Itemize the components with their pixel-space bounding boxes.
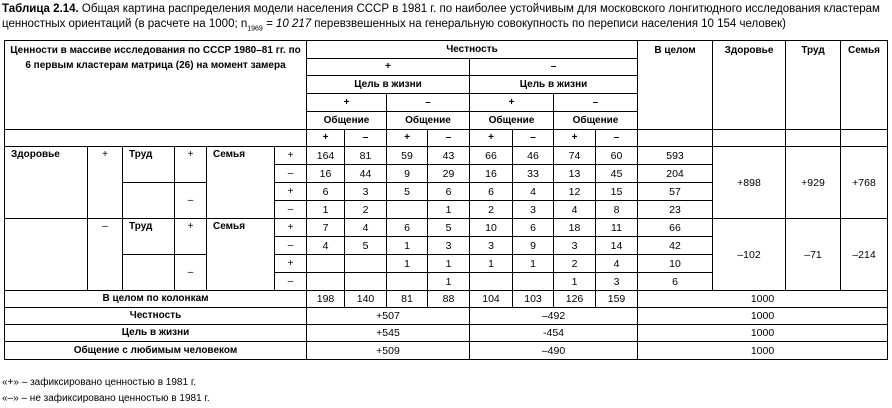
cell: 4 [554, 201, 596, 219]
family-minus: – [275, 165, 307, 183]
family-plus: + [275, 255, 307, 273]
comm-plus-total: +509 [307, 342, 470, 360]
cell: 43 [428, 147, 470, 165]
total-spacer [638, 130, 713, 147]
cell: 3 [513, 201, 554, 219]
work-label: Труд [123, 219, 175, 255]
health-label: Здоровье [5, 147, 88, 219]
cell [307, 255, 345, 273]
footnote-plus: «+» – зафиксировано ценностью в 1981 г. [2, 377, 197, 388]
goal-plus: + [470, 94, 554, 112]
comm-total: 1000 [638, 342, 888, 360]
cell: 2 [554, 255, 596, 273]
cell: 81 [345, 147, 387, 165]
corner-spacer [5, 130, 307, 147]
comm-minus-total: –490 [470, 342, 638, 360]
cell: 6 [387, 219, 428, 237]
cell: 66 [470, 147, 513, 165]
row-total: 57 [638, 183, 713, 201]
work-minus: – [175, 255, 207, 291]
cell [387, 273, 428, 291]
cell: 1 [554, 273, 596, 291]
cell: 3 [596, 273, 638, 291]
family-label: Семья [207, 219, 275, 291]
family-minus: – [275, 237, 307, 255]
cell: 6 [513, 219, 554, 237]
cell: 44 [345, 165, 387, 183]
goal-header: Цель в жизни [470, 76, 638, 94]
cell: 12 [554, 183, 596, 201]
health-spacer-cell [5, 219, 88, 291]
values-table [4, 40, 888, 360]
honesty-plus-total: +507 [307, 308, 470, 325]
goal-minus-total: -454 [470, 325, 638, 342]
work-plus: + [175, 147, 207, 183]
family-header: Семья [841, 41, 888, 130]
cell: 1 [428, 273, 470, 291]
cell: 16 [307, 165, 345, 183]
health-plus-value: +898 [713, 147, 786, 219]
cell: 1 [513, 255, 554, 273]
row-total: 23 [638, 201, 713, 219]
cell: 164 [307, 147, 345, 165]
comm-minus: – [345, 130, 387, 147]
comm-minus: – [428, 130, 470, 147]
cell: 2 [470, 201, 513, 219]
work-label: Труд [123, 147, 175, 183]
row-total: 66 [638, 219, 713, 237]
column-total: 159 [596, 291, 638, 308]
work-plus: + [175, 219, 207, 255]
cell: 6 [428, 183, 470, 201]
honesty-minus: – [470, 59, 638, 76]
table-caption [2, 2, 890, 36]
family-plus-value: +768 [841, 147, 888, 219]
cell: 1 [428, 201, 470, 219]
honesty-header: Честность [307, 41, 638, 59]
health-header: Здоровье [713, 41, 786, 130]
cell: 11 [596, 219, 638, 237]
cell: 6 [470, 183, 513, 201]
comm-header: Общение [470, 112, 554, 130]
goal-plus-total: +545 [307, 325, 470, 342]
health-minus: – [88, 219, 123, 291]
total-header: В целом [638, 41, 713, 130]
cell [387, 201, 428, 219]
work-spacer-cell [123, 255, 175, 291]
row-total: 204 [638, 165, 713, 183]
caption-sample-size: = 10 217 [262, 18, 312, 30]
comm-minus: – [513, 130, 554, 147]
health-plus: + [88, 147, 123, 219]
column-total: 140 [345, 291, 387, 308]
caption-text-end: перевзвешенных на генеральную совокупность по переписи населения 10 154 человек) [311, 18, 786, 30]
cell [470, 273, 513, 291]
cell: 1 [387, 255, 428, 273]
family-minus-value: –214 [841, 219, 888, 291]
cell: 13 [554, 165, 596, 183]
work-minus: – [175, 183, 207, 219]
cell: 7 [307, 219, 345, 237]
cell: 1 [307, 201, 345, 219]
honesty-minus-total: –492 [470, 308, 638, 325]
comm-summary-label: Общение с любимым человеком [5, 342, 307, 360]
cell: 3 [554, 237, 596, 255]
cell: 4 [596, 255, 638, 273]
cell: 59 [387, 147, 428, 165]
work-plus-value: +929 [786, 147, 841, 219]
cell: 4 [345, 219, 387, 237]
column-totals-label: В целом по колонкам [5, 291, 307, 308]
column-total: 88 [428, 291, 470, 308]
comm-plus: + [307, 130, 345, 147]
cell: 9 [513, 237, 554, 255]
honesty-plus: + [307, 59, 470, 76]
cell: 10 [470, 219, 513, 237]
cell [345, 255, 387, 273]
health-spacer [713, 130, 786, 147]
caption-text: Общая картина распределения модели населения СССР в 1981 г. по наиболее устойчивым для московского лонгитюдного исследования кластерам ценностных ориентаций (в расчете на 1000; n [2, 3, 880, 30]
row-total: 6 [638, 273, 713, 291]
footnote-minus: «–» – не зафиксировано ценностью в 1981 г. [2, 393, 210, 404]
comm-plus: + [554, 130, 596, 147]
comm-header: Общение [307, 112, 387, 130]
comm-plus: + [470, 130, 513, 147]
row-total: 10 [638, 255, 713, 273]
column-total: 126 [554, 291, 596, 308]
work-header: Труд [786, 41, 841, 130]
row-total: 593 [638, 147, 713, 165]
goal-minus: – [554, 94, 638, 112]
cell: 8 [596, 201, 638, 219]
cell: 14 [596, 237, 638, 255]
family-plus: + [275, 219, 307, 237]
cell: 33 [513, 165, 554, 183]
family-plus: + [275, 147, 307, 165]
column-total: 81 [387, 291, 428, 308]
goal-plus: + [307, 94, 387, 112]
cell: 15 [596, 183, 638, 201]
cell: 1 [387, 237, 428, 255]
cell: 3 [428, 237, 470, 255]
cell: 4 [307, 237, 345, 255]
cell [345, 273, 387, 291]
health-minus-value: –102 [713, 219, 786, 291]
cell [513, 273, 554, 291]
cell: 5 [387, 183, 428, 201]
row-total: 42 [638, 237, 713, 255]
work-spacer [786, 130, 841, 147]
comm-minus: – [596, 130, 638, 147]
cell: 46 [513, 147, 554, 165]
cell: 16 [470, 165, 513, 183]
comm-header: Общение [554, 112, 638, 130]
honesty-total: 1000 [638, 308, 888, 325]
cell: 6 [307, 183, 345, 201]
cell: 74 [554, 147, 596, 165]
comm-plus: + [387, 130, 428, 147]
work-minus-value: –71 [786, 219, 841, 291]
cell: 45 [596, 165, 638, 183]
cell: 5 [345, 237, 387, 255]
column-total: 104 [470, 291, 513, 308]
cell: 9 [387, 165, 428, 183]
caption-subscript: 1969 [247, 25, 263, 33]
cell: 3 [345, 183, 387, 201]
cell [307, 273, 345, 291]
grand-total: 1000 [638, 291, 888, 308]
family-plus: + [275, 183, 307, 201]
work-spacer-cell [123, 183, 175, 219]
corner-header: Ценности в массиве исследования по СССР 1980–81 гг. по 6 первым кластерам матрица (26) на момент замера [5, 41, 307, 130]
goal-minus: – [387, 94, 470, 112]
goal-summary-label: Цель в жизни [5, 325, 307, 342]
cell: 18 [554, 219, 596, 237]
cell: 1 [470, 255, 513, 273]
cell: 29 [428, 165, 470, 183]
cell: 1 [428, 255, 470, 273]
cell: 2 [345, 201, 387, 219]
goal-total: 1000 [638, 325, 888, 342]
cell: 3 [470, 237, 513, 255]
cell: 4 [513, 183, 554, 201]
goal-header: Цель в жизни [307, 76, 470, 94]
cell: 5 [428, 219, 470, 237]
family-label: Семья [207, 147, 275, 219]
cell: 60 [596, 147, 638, 165]
comm-header: Общение [387, 112, 470, 130]
family-spacer [841, 130, 888, 147]
family-minus: – [275, 273, 307, 291]
family-minus: – [275, 201, 307, 219]
column-total: 198 [307, 291, 345, 308]
column-total: 103 [513, 291, 554, 308]
honesty-summary-label: Честность [5, 308, 307, 325]
table-label: Таблица 2.14. [2, 3, 79, 15]
